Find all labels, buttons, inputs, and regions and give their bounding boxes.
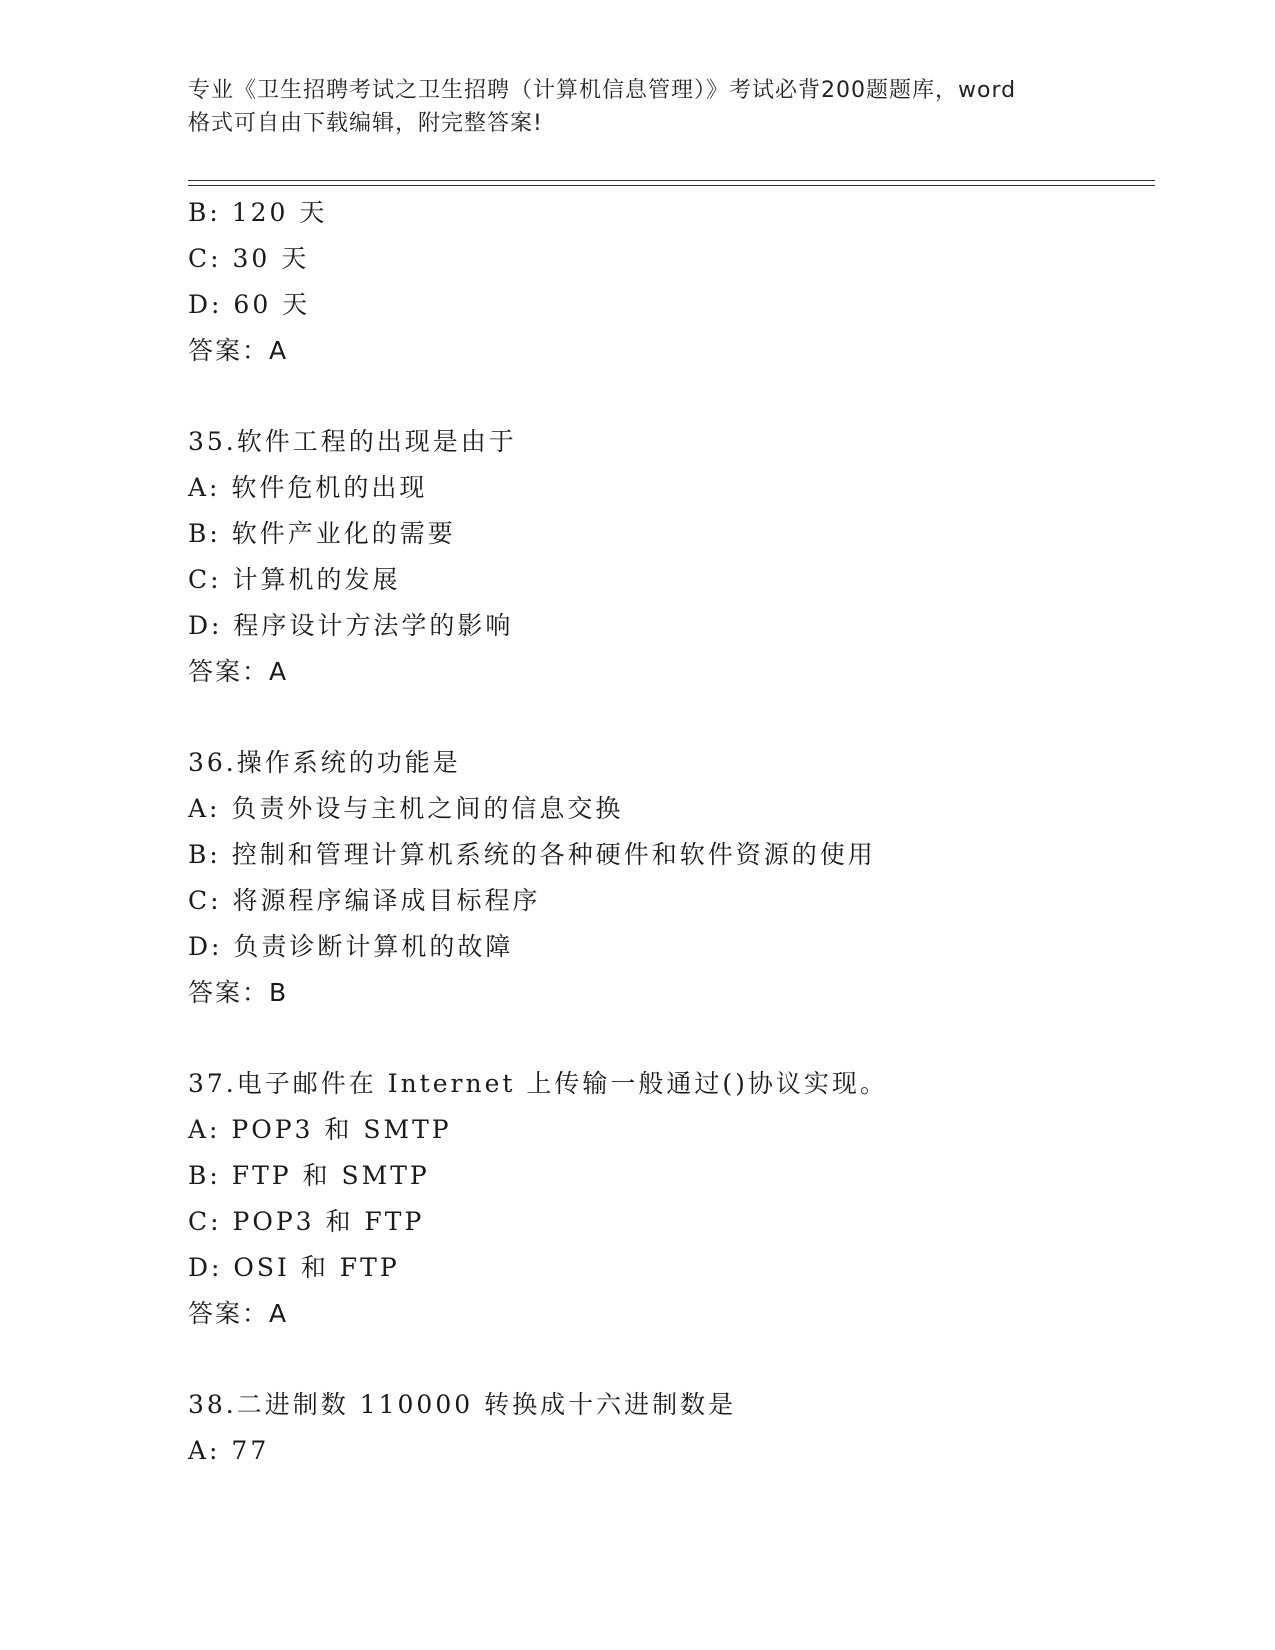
option-b: B: 软件产业化的需要 xyxy=(188,519,456,548)
question-stem: 36.操作系统的功能是 xyxy=(188,748,461,777)
option-c: C: POP3 和 FTP xyxy=(188,1207,425,1236)
answer-label: 答案：A xyxy=(188,336,289,365)
option-a: A: 77 xyxy=(188,1436,270,1465)
document-header xyxy=(188,74,1088,140)
question-stem: 37.电子邮件在 Internet 上传输一般通过()协议实现。 xyxy=(188,1069,888,1098)
question-38 xyxy=(188,1382,1148,1474)
option-d: D: 负责诊断计算机的故障 xyxy=(188,932,514,961)
option-b: B: 控制和管理计算机系统的各种硬件和软件资源的使用 xyxy=(188,840,876,869)
option-d: D: 60 天 xyxy=(188,290,311,319)
option-d: D: 程序设计方法学的影响 xyxy=(188,611,514,640)
option-a: A: 负责外设与主机之间的信息交换 xyxy=(188,794,624,823)
option-c: C: 计算机的发展 xyxy=(188,565,401,594)
option-b: B: FTP 和 SMTP xyxy=(188,1161,430,1190)
question-37 xyxy=(188,1061,1148,1337)
question-34-continued xyxy=(188,190,1148,374)
question-stem: 35.软件工程的出现是由于 xyxy=(188,427,517,456)
answer-label: 答案：A xyxy=(188,657,289,686)
answer-label: 答案：A xyxy=(188,1299,289,1328)
question-35 xyxy=(188,419,1148,695)
option-b: B: 120 天 xyxy=(188,198,328,227)
option-c: C: 30 天 xyxy=(188,244,310,273)
option-a: A: 软件危机的出现 xyxy=(188,473,428,502)
answer-label: 答案：B xyxy=(188,978,289,1007)
header-title-line-2: 格式可自由下载编辑，附完整答案! xyxy=(188,111,543,136)
header-title-line-1: 专业《卫生招聘考试之卫生招聘（计算机信息管理）》考试必背200题题库，word xyxy=(188,78,1017,103)
option-c: C: 将源程序编译成目标程序 xyxy=(188,886,541,915)
header-divider-top xyxy=(188,180,1155,181)
question-36 xyxy=(188,740,1148,1016)
option-d: D: OSI 和 FTP xyxy=(188,1253,400,1282)
question-stem: 38.二进制数 110000 转换成十六进制数是 xyxy=(188,1390,737,1419)
question-list xyxy=(188,190,1148,1474)
option-a: A: POP3 和 SMTP xyxy=(188,1115,452,1144)
header-divider-bottom xyxy=(188,185,1155,186)
